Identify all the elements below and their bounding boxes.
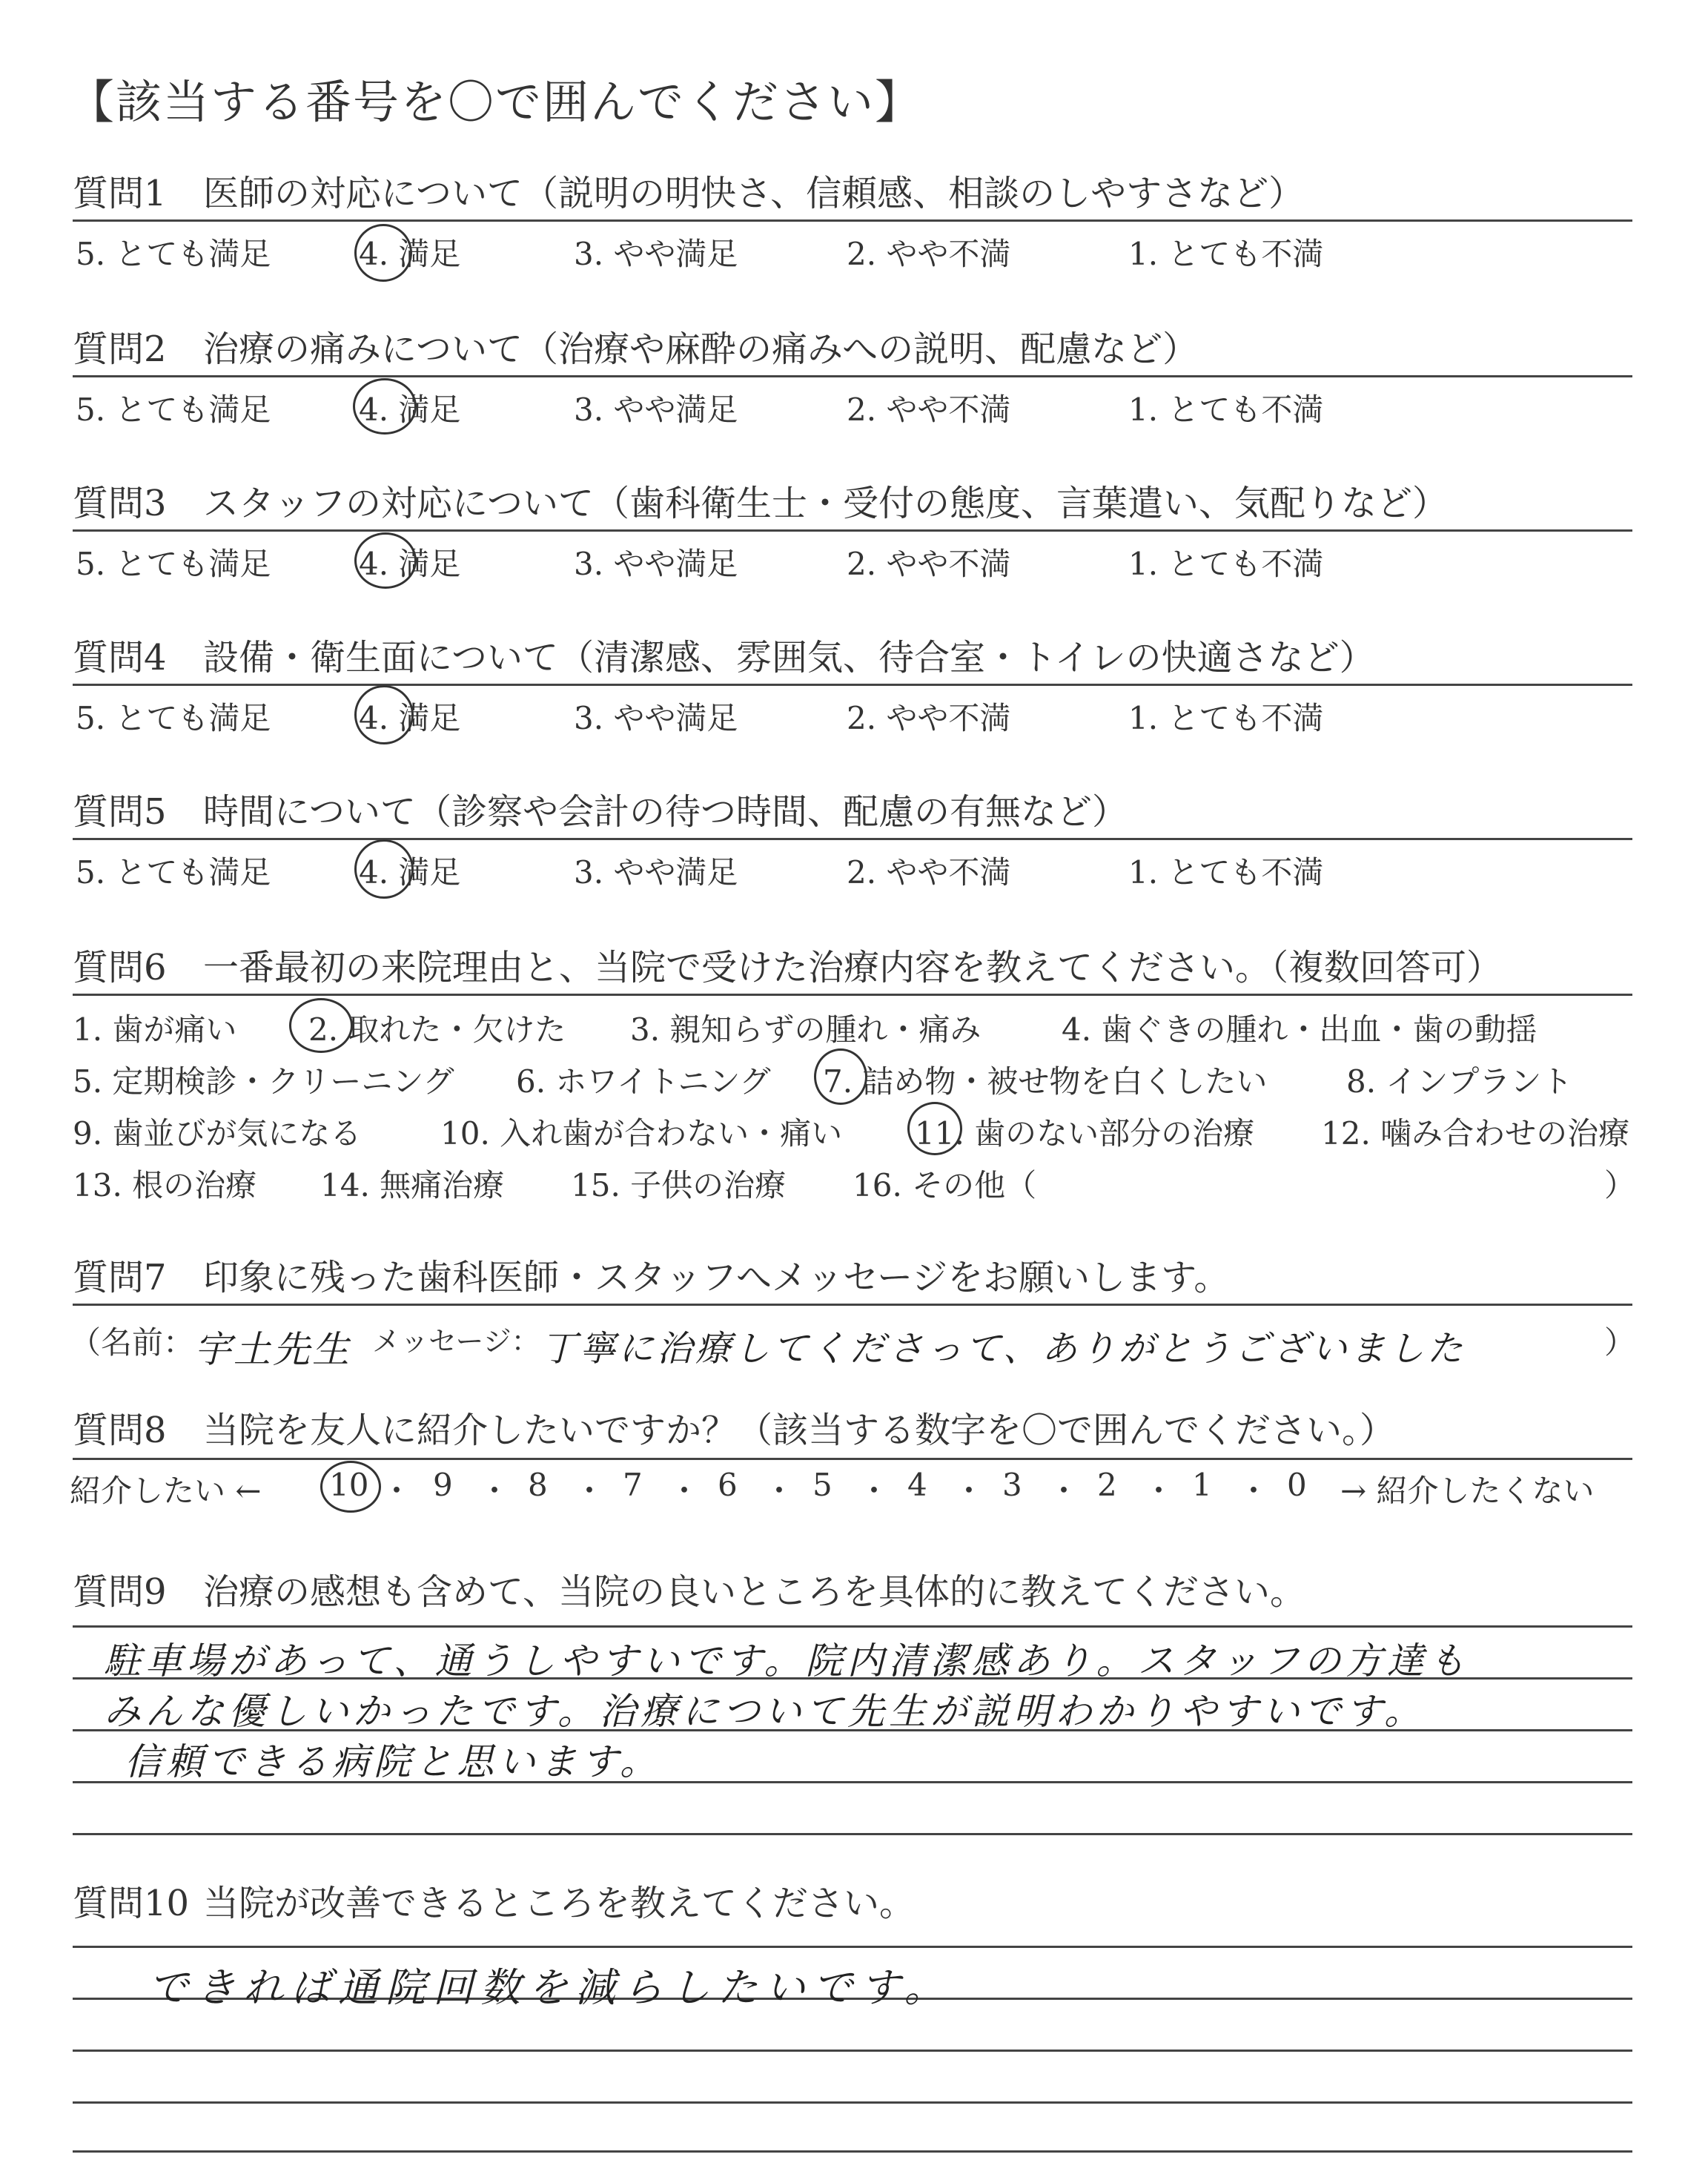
question-text: 治療の感想も含めて、当院の良いところを具体的に教えてください。: [203, 1571, 1306, 1613]
rating-option-2[interactable]: 2. やや不満: [847, 236, 1011, 272]
question-2: [73, 325, 1631, 374]
divider: [73, 219, 1632, 222]
divider: [73, 529, 1632, 532]
q6-option-5[interactable]: 5. 定期検診・クリーニング: [73, 1063, 454, 1100]
rating-option-2[interactable]: 2. やや不満: [847, 700, 1011, 736]
q9-answer-line-3[interactable]: 信頼できる病院と思います。: [125, 1740, 661, 1783]
rating-option-1[interactable]: 1. とても不満: [1128, 392, 1324, 428]
divider: [73, 994, 1632, 996]
scale-5[interactable]: 5: [812, 1467, 833, 1503]
q9-answer-line-2[interactable]: みんな優しいかったです。治療について先生が説明わかりやすいです。: [104, 1690, 1426, 1733]
rating-option-1[interactable]: 1. とても不満: [1128, 546, 1324, 582]
scale-dot: ・: [1048, 1473, 1080, 1509]
q6-option-4[interactable]: 4. 歯ぐきの腫れ・出血・歯の動揺: [1062, 1011, 1537, 1048]
divider: [73, 375, 1632, 377]
scale-10[interactable]: 10: [329, 1467, 369, 1503]
question-number: 質問10: [73, 1883, 190, 1924]
question-text: 治療の痛みについて（治療や麻酔の痛みへの説明、配慮など）: [203, 328, 1199, 370]
selection-circle: [354, 839, 414, 899]
question-text: 当院を友人に紹介したいですか？（該当する数字を〇で囲んでください。）: [203, 1410, 1396, 1451]
q6-option-14[interactable]: 14. 無痛治療: [320, 1167, 505, 1203]
q6-option-1[interactable]: 1. 歯が痛い: [73, 1011, 237, 1048]
question-5: [73, 787, 1631, 836]
q7-message-value[interactable]: 丁寧に治療してくださって、ありがとうございました: [541, 1328, 1466, 1370]
question-3: [73, 479, 1631, 528]
question-text: 一番最初の来院理由と、当院で受けた治療内容を教えてください。（複数回答可）: [203, 947, 1503, 988]
rating-options-2: [73, 383, 1631, 428]
scale-4[interactable]: 4: [907, 1467, 927, 1503]
divider: [73, 1946, 1632, 1948]
q7-message-label: メッセージ：: [372, 1325, 540, 1358]
q6-option-7[interactable]: 7. 詰め物・被せ物を白くしたい: [823, 1063, 1268, 1100]
selection-circle: [354, 685, 414, 744]
answer-line: [73, 2050, 1632, 2052]
selection-circle: [814, 1048, 867, 1105]
rating-option-1[interactable]: 1. とても不満: [1128, 700, 1324, 736]
scale-dot: ・: [953, 1473, 985, 1509]
scale-dot: ・: [669, 1473, 701, 1509]
rating-option-3[interactable]: 3. やや満足: [574, 392, 738, 428]
rating-option-1[interactable]: 1. とても不満: [1128, 854, 1324, 891]
scale-9[interactable]: 9: [433, 1467, 453, 1503]
question-number: 質問8: [73, 1410, 167, 1451]
question-text: 設備・衛生面について（清潔感、雰囲気、待合室・トイレの快適さなど）: [203, 637, 1375, 678]
rating-option-5[interactable]: 5. とても満足: [76, 392, 271, 428]
q6-option-13[interactable]: 13. 根の治療: [73, 1167, 257, 1203]
rating-option-5[interactable]: 5. とても満足: [76, 236, 271, 272]
q6-option-9[interactable]: 9. 歯並びが気になる: [73, 1115, 362, 1152]
q7-close: ）: [1604, 1324, 1636, 1361]
question-number: 質問3: [73, 483, 167, 524]
rating-option-3[interactable]: 3. やや満足: [574, 854, 738, 891]
rating-option-2[interactable]: 2. やや不満: [847, 392, 1011, 428]
question-7: [73, 1253, 1631, 1302]
question-9: [73, 1568, 1631, 1616]
q6-option-6[interactable]: 6. ホワイトニング: [516, 1063, 771, 1100]
rating-option-2[interactable]: 2. やや不満: [847, 546, 1011, 582]
question-10: [73, 1879, 1631, 1928]
q6-option-12[interactable]: 12. 噛み合わせの治療: [1321, 1115, 1630, 1152]
selection-circle: [289, 998, 353, 1053]
rating-option-4[interactable]: 4. 満足: [359, 546, 461, 582]
question-text: 時間について（診察や会計の待つ時間、配慮の有無など）: [203, 791, 1128, 833]
q9-answer-line-1[interactable]: 駐車場があって、通うしやすいです。院内清潔感あり。スタッフの方達も: [104, 1639, 1470, 1682]
scale-right-label: → 紹介したくない: [1340, 1473, 1595, 1509]
scale-dot: ・: [858, 1473, 890, 1509]
rating-options-4: [73, 691, 1631, 736]
scale-dot: ・: [479, 1473, 511, 1509]
selection-circle: [320, 1461, 381, 1513]
scale-dot: ・: [1143, 1473, 1175, 1509]
question-text: スタッフの対応について（歯科衛生士・受付の態度、言葉遣い、気配りなど）: [203, 483, 1449, 524]
q10-answer-line-1[interactable]: できれば通院回数を減らしたいです。: [148, 1964, 952, 2011]
scale-1[interactable]: 1: [1192, 1467, 1212, 1503]
scale-left-label: 紹介したい ←: [70, 1473, 262, 1509]
question-6: [73, 943, 1631, 992]
q6-option-16-close: ）: [1604, 1167, 1636, 1203]
q6-option-2[interactable]: 2. 取れた・欠けた: [308, 1011, 566, 1048]
rating-option-5[interactable]: 5. とても満足: [76, 546, 271, 582]
rating-options-1: [73, 227, 1631, 272]
answer-line: [73, 2101, 1632, 2104]
scale-3[interactable]: 3: [1002, 1467, 1022, 1503]
q6-option-3[interactable]: 3. 親知らずの腫れ・痛み: [630, 1011, 982, 1048]
rating-option-1[interactable]: 1. とても不満: [1128, 236, 1324, 272]
question-number: 質問2: [73, 328, 167, 370]
question-number: 質問5: [73, 791, 167, 833]
divider: [73, 1304, 1632, 1306]
scale-7[interactable]: 7: [623, 1467, 643, 1503]
page-title: 【該当する番号を〇で囲んでください】: [68, 75, 923, 129]
rating-option-3[interactable]: 3. やや満足: [574, 236, 738, 272]
q6-option-16[interactable]: 16. その他（: [853, 1167, 1037, 1203]
q6-options: [73, 1003, 1636, 1210]
rating-option-5[interactable]: 5. とても満足: [76, 854, 271, 891]
rating-option-3[interactable]: 3. やや満足: [574, 546, 738, 582]
question-number: 質問7: [73, 1257, 167, 1298]
rating-option-4[interactable]: 4. 満足: [359, 854, 461, 891]
q7-name-label: （名前：: [70, 1324, 195, 1361]
rating-options-3: [73, 537, 1631, 582]
scale-dot: ・: [574, 1473, 606, 1509]
q7-name-value[interactable]: 宇土先生: [194, 1328, 351, 1371]
selection-circle: [354, 224, 412, 282]
divider: [73, 1458, 1632, 1460]
question-text: 印象に残った歯科医師・スタッフへメッセージをお願いします。: [203, 1257, 1230, 1298]
question-8: [73, 1406, 1631, 1455]
q6-option-15[interactable]: 15. 子供の治療: [571, 1167, 787, 1203]
question-number: 質問4: [73, 637, 167, 678]
scale-2[interactable]: 2: [1097, 1467, 1117, 1503]
selection-circle: [907, 1102, 962, 1155]
divider: [73, 838, 1632, 840]
question-text: 医師の対応について（説明の明快さ、信頼感、相談のしやすさなど）: [203, 173, 1305, 214]
scale-dot: ・: [1238, 1473, 1270, 1509]
question-number: 質問9: [73, 1571, 167, 1613]
q6-option-10[interactable]: 10. 入れ歯が合わない・痛い: [440, 1115, 843, 1152]
rating-option-3[interactable]: 3. やや満足: [574, 700, 738, 736]
rating-option-4[interactable]: 4. 満足: [359, 392, 461, 428]
answer-line: [73, 1833, 1632, 1835]
question-1: [73, 169, 1631, 218]
rating-option-2[interactable]: 2. やや不満: [847, 854, 1011, 891]
divider: [73, 1625, 1632, 1628]
scale-8[interactable]: 8: [528, 1467, 548, 1503]
scale-dot: ・: [381, 1473, 413, 1509]
scale-0[interactable]: 0: [1287, 1467, 1307, 1503]
q6-option-8[interactable]: 8. インプラント: [1346, 1063, 1573, 1100]
selection-circle: [353, 378, 417, 435]
referral-scale: [70, 1467, 1632, 1511]
rating-options-5: [73, 845, 1631, 891]
divider: [73, 684, 1632, 686]
selection-circle: [354, 532, 417, 589]
rating-option-4[interactable]: 4. 満足: [359, 236, 461, 272]
rating-option-4[interactable]: 4. 満足: [359, 700, 461, 736]
rating-option-5[interactable]: 5. とても満足: [76, 700, 271, 736]
question-text: 当院が改善できるところを教えてください。: [203, 1883, 916, 1924]
q6-option-11[interactable]: 11. 歯のない部分の治療: [915, 1115, 1255, 1152]
scale-dot: ・: [764, 1473, 795, 1509]
scale-6[interactable]: 6: [718, 1467, 738, 1503]
answer-line: [73, 2150, 1632, 2153]
question-4: [73, 633, 1631, 682]
question-number: 質問6: [73, 947, 167, 988]
question-number: 質問1: [73, 173, 167, 214]
